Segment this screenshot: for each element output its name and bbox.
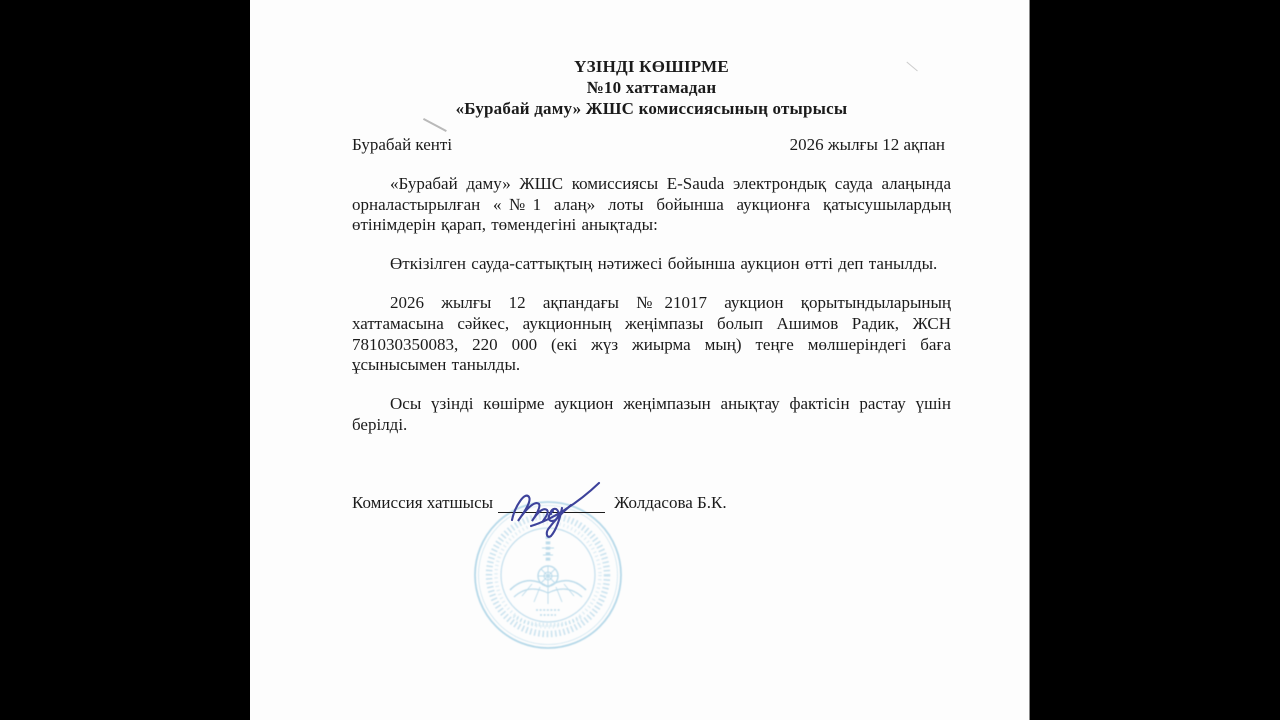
signature-role-label: Комиссия хатшысы [352, 492, 494, 512]
paragraph-winner-details: 2026 жылғы 12 ақпандағы №21017 аукцион қорытындыларының хаттамасына сәйкес, аукционның жеңімпазы болып Ашимов Радик, ЖСН 781030350083, 220 000 (екі жүз жиырма мың) теңге мөлшеріндегі баға ұсынысымен танылды. [352, 293, 951, 375]
handwritten-signature [503, 478, 621, 540]
title-line-3: «Бурабай даму» ЖШС комиссиясының отырысы [455, 99, 848, 118]
date-label: 2026 жылғы 12 ақпан [789, 135, 945, 154]
signature-name-label: Жолдасова Б.К. [614, 492, 727, 512]
title-line-2: №10 хаттамадан [586, 78, 717, 97]
document-title [352, 56, 951, 119]
document-page [250, 0, 1030, 720]
document-content [250, 0, 1029, 513]
paragraph-auction-result: Өткізілген сауда-саттықтың нәтижесі бойынша аукцион өтті деп танылды. [390, 254, 938, 274]
kazakh-emblem-icon [510, 536, 586, 615]
paragraph-purpose: Осы үзінді көшірме аукцион жеңімпазын анықтау фактісін растау үшін берілді. [352, 394, 951, 434]
paragraph-intro: «Бурабай даму» ЖШС комиссиясы E-Sauda электрондық сауда алаңында орналастырылған «№1 алаң» лоты бойынша аукционға қатысушылардың өтінімдерін қарап, төмендегіні анықтады: [352, 174, 951, 235]
title-line-1: ҮЗІНДІ КӨШІРМЕ [574, 57, 729, 76]
place-date-row [352, 135, 951, 156]
signature-row [352, 493, 951, 514]
place-label: Бурабай кенті [352, 135, 453, 154]
